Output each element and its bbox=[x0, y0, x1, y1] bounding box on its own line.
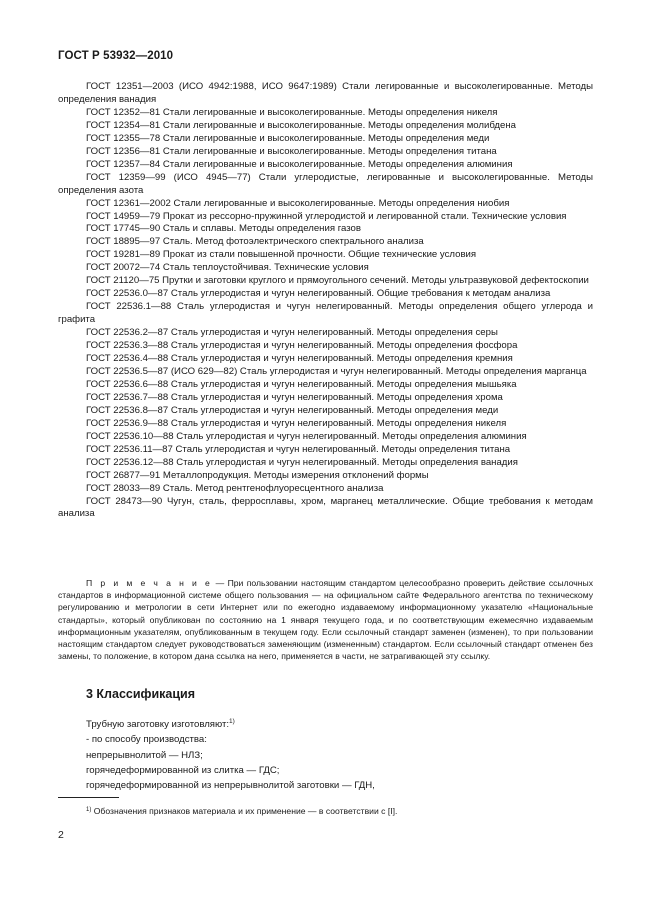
reference-item: ГОСТ 28473—90 Чугун, сталь, ферросплавы, хром, марганец металлические. Общие требования к методам анализа bbox=[58, 495, 593, 520]
reference-item: ГОСТ 22536.0—87 Сталь углеродистая и чугун нелегированный. Общие требования к методам анализа bbox=[86, 288, 551, 300]
normative-references-list bbox=[58, 81, 593, 521]
reference-item: ГОСТ 26877—91 Металлопродукция. Методы измерения отклонений формы bbox=[86, 469, 429, 481]
reference-item: ГОСТ 12356—81 Стали легированные и высоколегированные. Методы определения титана bbox=[86, 145, 497, 157]
reference-item: ГОСТ 28033—89 Сталь. Метод рентгенофлуоресцентного анализа bbox=[86, 482, 384, 494]
references-note bbox=[58, 577, 593, 662]
reference-item: ГОСТ 12359—99 (ИСО 4945—77) Стали углеродистые, легированные и высоколегированные. Методы определения азота bbox=[58, 171, 593, 196]
classification-intro bbox=[86, 714, 586, 732]
footnote-marker: 1) bbox=[229, 718, 235, 725]
section-heading: 3 Классификация bbox=[86, 687, 196, 701]
footnote bbox=[86, 806, 397, 816]
reference-item: ГОСТ 12351—2003 (ИСО 4942:1988, ИСО 9647:1989) Стали легированные и высоколегированные. Методы определения ванадия bbox=[58, 81, 593, 105]
reference-item: ГОСТ 22536.2—87 Сталь углеродистая и чугун нелегированный. Методы определения серы bbox=[86, 327, 498, 339]
page-number: 2 bbox=[58, 829, 64, 841]
reference-item: ГОСТ 22536.6—88 Сталь углеродистая и чугун нелегированный. Методы определения мышьяка bbox=[86, 378, 517, 390]
reference-item: ГОСТ 19281—89 Прокат из стали повышенной прочности. Общие технические условия bbox=[86, 249, 477, 261]
footnote-mark: 1) bbox=[86, 807, 92, 813]
reference-item: ГОСТ 14959—79 Прокат из рессорно-пружинной углеродистой и легированной стали. Технические условия bbox=[86, 210, 567, 222]
intro-text: Трубную заготовку изготовляют: bbox=[86, 719, 230, 730]
note-lead: П р и м е ч а н и е bbox=[86, 578, 213, 588]
footnote-divider bbox=[58, 797, 119, 798]
reference-item: ГОСТ 12361—2002 Стали легированные и высоколегированные. Методы определения ниобия bbox=[86, 197, 510, 209]
reference-item: ГОСТ 17745—90 Сталь и сплавы. Методы определения газов bbox=[86, 223, 361, 235]
classification-line: - по способу производства: bbox=[86, 734, 207, 746]
reference-item: ГОСТ 22536.4—88 Сталь углеродистая и чугун нелегированный. Методы определения кремния bbox=[86, 353, 513, 365]
reference-item: ГОСТ 22536.5—87 (ИСО 629—82) Сталь углеродистая и чугун нелегированный. Методы определения марганца bbox=[86, 365, 587, 377]
footnote-text: Обозначения признаков материала и их применение — в соответствии с [I]. bbox=[91, 806, 398, 816]
reference-item: ГОСТ 12354—81 Стали легированные и высоколегированные. Методы определения молибдена bbox=[86, 119, 516, 131]
document-header: ГОСТ Р 53932—2010 bbox=[58, 50, 174, 62]
reference-item: ГОСТ 12357—84 Стали легированные и высоколегированные. Методы определения алюминия bbox=[86, 158, 513, 170]
note-text: — При пользовании настоящим стандартом целесообразно проверить действие ссылочных стандартов в информационной системе общего пользования — на официальном сайте Федерального агентства по техническому регулированию и метрологии в сети Интернет или по ежегодно издаваемому информационному указателю «Национальные стандарты», который опубликован по состоянию на 1 января текущего года, и по соответствующим ежемесячно издаваемым информационным указателям, опубликованным в текущем году. Если ссылочный стандарт заменен (изменен), то при пользовании настоящим стандартом следует руководствоваться заменяющим (измененным) стандартом. Если ссылочный стандарт отменен без замены, то положение, в котором дана ссылка на него, применяется в части, не затрагивающей эту ссылку. bbox=[58, 578, 593, 662]
reference-item: ГОСТ 22536.11—87 Сталь углеродистая и чугун нелегированный. Методы определения титана bbox=[86, 443, 511, 455]
reference-item: ГОСТ 22536.3—88 Сталь углеродистая и чугун нелегированный. Методы определения фосфора bbox=[86, 340, 518, 352]
reference-item: ГОСТ 22536.7—88 Сталь углеродистая и чугун нелегированный. Методы определения хрома bbox=[86, 391, 503, 403]
reference-item: ГОСТ 22536.8—87 Сталь углеродистая и чугун нелегированный. Методы определения меди bbox=[86, 404, 499, 416]
reference-item: ГОСТ 20072—74 Сталь теплоустойчивая. Технические условия bbox=[86, 262, 369, 274]
reference-item: ГОСТ 21120—75 Прутки и заготовки круглого и прямоугольного сечений. Методы ультразвуковой дефектоскопии bbox=[86, 275, 589, 287]
classification-text bbox=[86, 714, 586, 793]
reference-item: ГОСТ 22536.9—88 Сталь углеродистая и чугун нелегированный. Методы определения никеля bbox=[86, 417, 507, 429]
reference-item: ГОСТ 22536.10—88 Сталь углеродистая и чугун нелегированный. Методы определения алюминия bbox=[86, 430, 527, 442]
reference-item: ГОСТ 12352—81 Стали легированные и высоколегированные. Методы определения никеля bbox=[86, 106, 498, 118]
reference-item: ГОСТ 18895—97 Сталь. Метод фотоэлектрического спектрального анализа bbox=[86, 236, 424, 248]
reference-item: ГОСТ 22536.1—88 Сталь углеродистая и чугун нелегированный. Методы определения общего углерода и графита bbox=[58, 301, 593, 326]
reference-item: ГОСТ 12355—78 Стали легированные и высоколегированные. Методы определения меди bbox=[86, 132, 490, 144]
reference-item: ГОСТ 22536.12—88 Сталь углеродистая и чугун нелегированный. Методы определения ванадия bbox=[86, 456, 518, 468]
classification-line: горячедеформированной из слитка — ГДС; bbox=[86, 764, 280, 776]
classification-line: горячедеформированной из непрерывнолитой заготовки — ГДН, bbox=[86, 780, 375, 792]
classification-line: непрерывнолитой — НЛЗ; bbox=[86, 749, 203, 761]
